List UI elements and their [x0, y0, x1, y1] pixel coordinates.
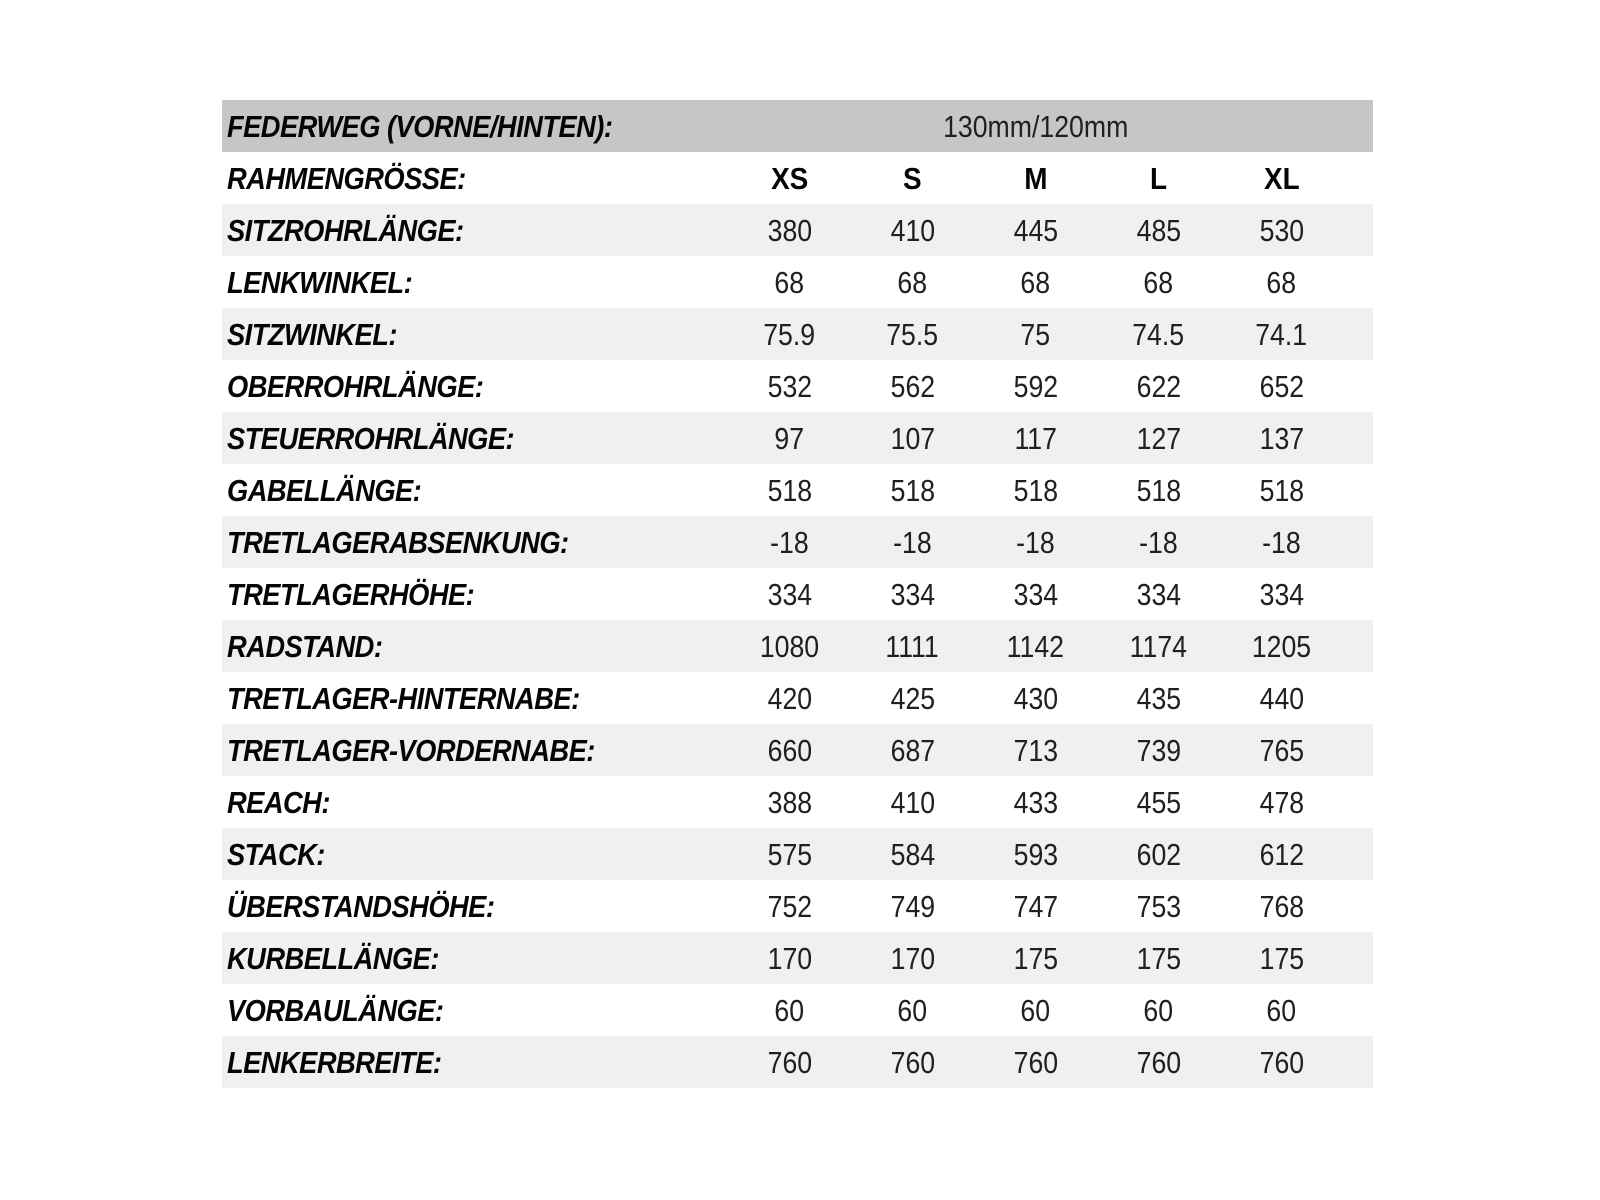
- cell-value: 765: [1259, 732, 1304, 768]
- cell-value: 440: [1259, 680, 1304, 716]
- size-col-m-label: M: [1023, 160, 1048, 196]
- table-row: [222, 308, 1373, 360]
- travel-header-label: FEDERWEG (VORNE/HINTEN):: [227, 108, 613, 144]
- cell-value: 425: [890, 680, 935, 716]
- cell-value: 68: [774, 264, 805, 300]
- row-label: LENKWINKEL:: [227, 264, 413, 300]
- row-label: LENKERBREITE:: [227, 1044, 442, 1080]
- row-label-cell: [222, 264, 728, 300]
- cell-value: 584: [890, 836, 935, 872]
- cell-value: 74.5: [1132, 316, 1185, 352]
- cell-value: 334: [767, 576, 812, 612]
- row-label-cell: [222, 836, 728, 872]
- cell-value: 117: [1014, 420, 1057, 456]
- cell-value: 137: [1259, 420, 1304, 456]
- cell-value: 760: [1259, 1044, 1304, 1080]
- row-label-cell: [222, 472, 728, 508]
- row-label: OBERROHRLÄNGE:: [227, 368, 484, 404]
- table-row: [222, 880, 1373, 932]
- cell-value: 768: [1259, 888, 1304, 924]
- travel-header-row: [222, 100, 1373, 152]
- cell-value: 752: [767, 888, 812, 924]
- row-label: ÜBERSTANDSHÖHE:: [227, 888, 495, 924]
- row-label-cell: [222, 1044, 728, 1080]
- cell-value: -18: [770, 524, 809, 560]
- cell-value: 75.5: [886, 316, 939, 352]
- cell-value: 68: [1266, 264, 1297, 300]
- cell-value: 60: [897, 992, 928, 1028]
- row-label: SITZROHRLÄNGE:: [227, 212, 464, 248]
- table-row: [222, 672, 1373, 724]
- cell-value: 760: [890, 1044, 935, 1080]
- cell-value: 760: [767, 1044, 812, 1080]
- cell-value: 532: [767, 368, 812, 404]
- cell-value: -18: [1262, 524, 1301, 560]
- table-row: [222, 412, 1373, 464]
- row-label: RADSTAND:: [227, 628, 383, 664]
- row-label-cell: [222, 524, 728, 560]
- cell-value: 74.1: [1255, 316, 1308, 352]
- cell-value: 68: [1143, 264, 1174, 300]
- row-label-cell: [222, 212, 728, 248]
- size-col-xs: [728, 160, 851, 196]
- cell-value: 430: [1013, 680, 1058, 716]
- cell-value: 170: [890, 940, 935, 976]
- frame-size-label-cell: [222, 160, 728, 196]
- row-label-cell: [222, 888, 728, 924]
- size-col-xl-label: XL: [1263, 160, 1300, 196]
- cell-value: 60: [774, 992, 805, 1028]
- row-label: GABELLÄNGE:: [227, 472, 422, 508]
- table-row: [222, 724, 1373, 776]
- cell-value: 1111: [885, 628, 940, 664]
- cell-value: 713: [1013, 732, 1058, 768]
- row-label-cell: [222, 732, 728, 768]
- row-label: KURBELLÄNGE:: [227, 940, 439, 976]
- cell-value: 60: [1143, 992, 1174, 1028]
- row-label-cell: [222, 784, 728, 820]
- cell-value: 1080: [759, 628, 820, 664]
- cell-value: 575: [767, 836, 812, 872]
- row-label: TRETLAGER-HINTERNABE:: [227, 680, 580, 716]
- cell-value: 75: [1020, 316, 1051, 352]
- cell-value: 753: [1136, 888, 1181, 924]
- row-label: STACK:: [227, 836, 325, 872]
- cell-value: 562: [890, 368, 935, 404]
- cell-value: -18: [1016, 524, 1055, 560]
- size-col-xs-label: XS: [770, 160, 809, 196]
- cell-value: 445: [1013, 212, 1058, 248]
- cell-value: 60: [1020, 992, 1051, 1028]
- cell-value: 760: [1136, 1044, 1181, 1080]
- table-row: [222, 776, 1373, 828]
- cell-value: 612: [1259, 836, 1304, 872]
- row-label-cell: [222, 940, 728, 976]
- row-label: TRETLAGERABSENKUNG:: [227, 524, 569, 560]
- row-label: STEUERROHRLÄNGE:: [227, 420, 515, 456]
- cell-value: 68: [897, 264, 928, 300]
- cell-value: 107: [890, 420, 935, 456]
- cell-value: 75.9: [763, 316, 816, 352]
- travel-header-value: 130mm/120mm: [942, 108, 1129, 144]
- table-row: [222, 984, 1373, 1036]
- cell-value: 334: [1259, 576, 1304, 612]
- cell-value: 175: [1013, 940, 1058, 976]
- size-col-l-label: L: [1149, 160, 1168, 196]
- row-label: TRETLAGERHÖHE:: [227, 576, 475, 612]
- cell-value: 518: [890, 472, 935, 508]
- cell-value: 1205: [1251, 628, 1312, 664]
- cell-value: 410: [890, 212, 935, 248]
- row-label-cell: [222, 368, 728, 404]
- table-row: [222, 360, 1373, 412]
- cell-value: -18: [893, 524, 932, 560]
- size-col-l: [1097, 160, 1220, 196]
- table-body: [222, 204, 1373, 1088]
- cell-value: 652: [1259, 368, 1304, 404]
- size-col-xl: [1220, 160, 1343, 196]
- cell-value: 97: [774, 420, 805, 456]
- cell-value: 170: [767, 940, 812, 976]
- cell-value: -18: [1139, 524, 1178, 560]
- cell-value: 433: [1013, 784, 1058, 820]
- cell-value: 518: [1259, 472, 1304, 508]
- cell-value: 660: [767, 732, 812, 768]
- row-label-cell: [222, 316, 728, 352]
- size-col-s: [851, 160, 974, 196]
- table-row: [222, 204, 1373, 256]
- cell-value: 127: [1136, 420, 1181, 456]
- row-label-cell: [222, 628, 728, 664]
- travel-header-value-cell: [728, 108, 1343, 144]
- row-label: SITZWINKEL:: [227, 316, 397, 352]
- cell-value: 518: [767, 472, 812, 508]
- cell-value: 478: [1259, 784, 1304, 820]
- row-label-cell: [222, 992, 728, 1028]
- cell-value: 739: [1136, 732, 1181, 768]
- table-row: [222, 464, 1373, 516]
- table-row: [222, 568, 1373, 620]
- row-label-cell: [222, 576, 728, 612]
- geometry-table: [222, 100, 1373, 1088]
- cell-value: 175: [1136, 940, 1181, 976]
- cell-value: 530: [1259, 212, 1304, 248]
- row-label: REACH:: [227, 784, 330, 820]
- cell-value: 747: [1013, 888, 1058, 924]
- cell-value: 760: [1013, 1044, 1058, 1080]
- row-label-cell: [222, 420, 728, 456]
- cell-value: 518: [1013, 472, 1058, 508]
- table-row: [222, 1036, 1373, 1088]
- cell-value: 1174: [1129, 628, 1188, 664]
- frame-size-row: [222, 152, 1373, 204]
- cell-value: 455: [1136, 784, 1181, 820]
- table-row: [222, 256, 1373, 308]
- cell-value: 593: [1013, 836, 1058, 872]
- cell-value: 485: [1136, 212, 1181, 248]
- row-label: VORBAULÄNGE:: [227, 992, 444, 1028]
- cell-value: 435: [1136, 680, 1181, 716]
- cell-value: 388: [767, 784, 812, 820]
- cell-value: 175: [1259, 940, 1304, 976]
- cell-value: 410: [890, 784, 935, 820]
- cell-value: 68: [1020, 264, 1051, 300]
- cell-value: 334: [1013, 576, 1058, 612]
- table-row: [222, 828, 1373, 880]
- cell-value: 622: [1136, 368, 1181, 404]
- cell-value: 592: [1013, 368, 1058, 404]
- cell-value: 380: [767, 212, 812, 248]
- row-label: TRETLAGER-VORDERNABE:: [227, 732, 595, 768]
- cell-value: 749: [890, 888, 935, 924]
- cell-value: 602: [1136, 836, 1181, 872]
- size-col-m: [974, 160, 1097, 196]
- travel-header-label-cell: [222, 108, 728, 144]
- row-label-cell: [222, 680, 728, 716]
- cell-value: 687: [890, 732, 935, 768]
- table-row: [222, 932, 1373, 984]
- cell-value: 518: [1136, 472, 1181, 508]
- table-row: [222, 620, 1373, 672]
- size-col-s-label: S: [903, 160, 922, 196]
- cell-value: 1142: [1006, 628, 1065, 664]
- frame-size-label: RAHMENGRÖSSE:: [227, 160, 466, 196]
- cell-value: 334: [890, 576, 935, 612]
- table-row: [222, 516, 1373, 568]
- cell-value: 60: [1266, 992, 1297, 1028]
- cell-value: 334: [1136, 576, 1181, 612]
- cell-value: 420: [767, 680, 812, 716]
